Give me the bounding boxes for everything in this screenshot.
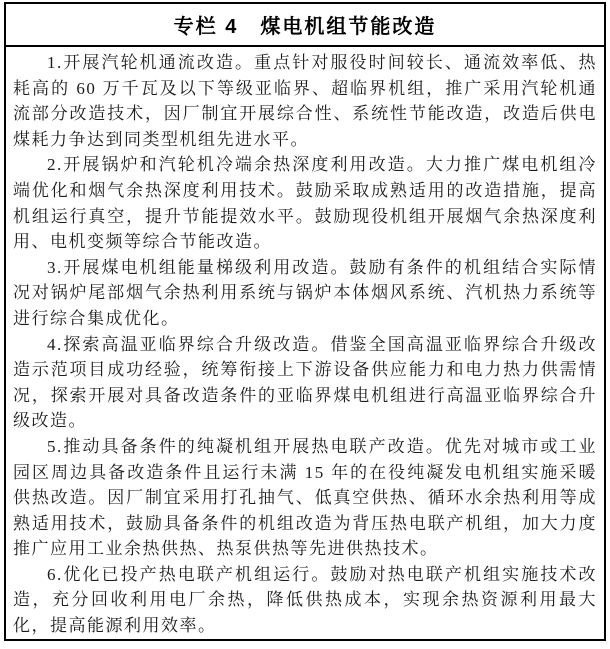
- paragraph-3: 3.开展煤电机组能量梯级利用改造。鼓励有条件的机组结合实际情况对锅炉尾部烟气余热利用系统与锅炉本体烟风系统、汽机热力系统等进行综合集成优化。: [13, 257, 597, 328]
- info-box: [4, 2, 606, 641]
- paragraph-4: 4.探索高温亚临界综合升级改造。借鉴全国高温亚临界综合升级改造示范项目成功经验，统筹衔接上下游设备供应能力和电力热力供需情况，探索开展对具备改造条件的亚临界煤电机组进行高温亚临界综合升级改造。: [13, 334, 597, 431]
- paragraph-6: 6.优化已投产热电联产机组运行。鼓励对热电联产机组实施技术改造，充分回收利用电厂余热，降低供热成本，实现余热资源利用最大化，提高能源利用效率。: [13, 564, 597, 636]
- paragraph-1: 1.开展汽轮机通流改造。重点针对服役时间较长、通流效率低、热耗高的 60 万千瓦及以下等级亚临界、超临界机组，推广采用汽轮机通流部分改造技术，因厂制宜开展综合性、系统性节能改造，改造后供电煤耗力争达到同类型机组先进水平。: [13, 53, 597, 149]
- box-title: 专栏 4 煤电机组节能改造: [6, 4, 604, 47]
- box-body: [6, 47, 604, 639]
- paragraph-2: 2.开展锅炉和汽轮机冷端余热深度利用改造。大力推广煤电机组冷端优化和烟气余热深度利用技术。鼓励采取成熟适用的改造措施，提高机组运行真空，提升节能提效水平。鼓励现役机组开展烟气余热深度利用、电机变频等综合节能改造。: [13, 155, 597, 252]
- paragraph-5: 5.推动具备条件的纯凝机组开展热电联产改造。优先对城市或工业园区周边具备改造条件且运行未满 15 年的在役纯凝发电机组实施采暖供热改造。因厂制宜采用打孔抽气、低真空供热、循环水余热利用等成熟适用技术，鼓励具备条件的机组改造为背压热电联产机组，加大力度推广应用工业余热供热、热泵供热等先进供热技术。: [13, 436, 597, 559]
